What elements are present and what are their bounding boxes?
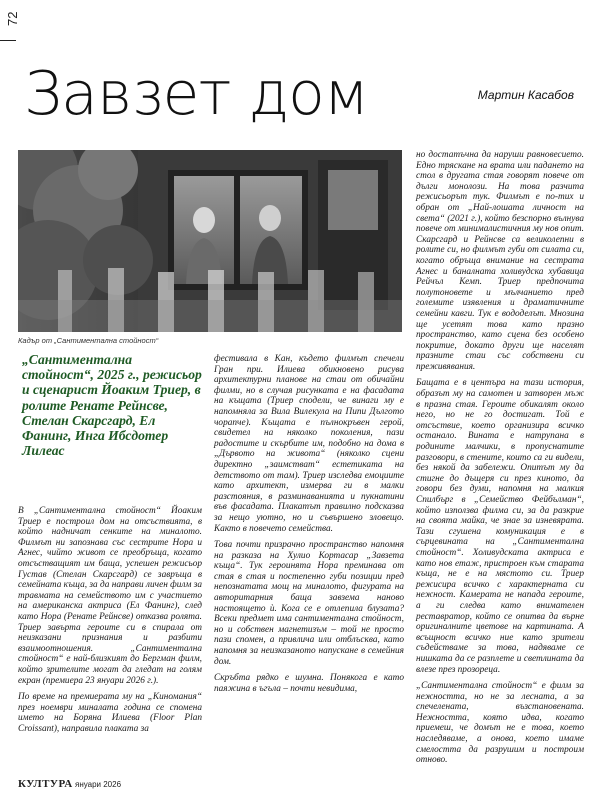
article-author: Мартин Касабов: [477, 88, 574, 102]
paragraph: Бащата е в центъра на тази история, образът му на самотен и затворен мъж в празна стая. Героите обикалят около него, но не го достигат. Той е отсъствие, което организира всичко останало. Вината е натрупана в родините малчики, в пропуснатите разговори, в стените, които са ги видели, без някой да забележи. Опитът му да стигне до дъщеря си през киното, да говори без думи, напомня на малкия Спилбърг в „Семейство Фейбълман“, който използва филма си, за да разкрие на своята майка, че знае за изневярата. Тази сгушена комуникация е в сърцевината на „Сантиментална стойност“. Холивудската актриса е като нов етаж, пристроен към старата къща, не е на мястото си. Триер режисира всичко с характерната си нежност. Камерата не напада героите, а ги следва като внимателен реставратор, който се опитва да върне оригиналните цветове на картината. А всъщност всичко ние като зрители съдействаме за това, надяваме се нишката да се разплете и светлината да влезе през прозореца.: [416, 378, 584, 675]
paragraph: но достатъчна да наруши равновесието. Едно тряскане на врата или падането на стол в другата стая говорят повече от дълги монолози. На това разчита режисьорът тук. Филмът е по-тих и обран от „Най-лошата личност на света“ (2021 г.), който безспорно вълнува повече от минималистичния му нов опит. Скарсгард и Рейнсве са великолепни в ролите си, но филмът губи от силата си, когато обръща внимание на сестрата Агнес и баналната холивудска хубавица Рейчъл Кемп. Триер предпочита полутоновете и мълчанието пред големите изявления и драматичните семейни кавги. Тук е вододелът. Мнозина ще усетят това като празно пространство, като сцена без особено покритие, докато други ще населят празните стаи със собствени си преживявания.: [416, 150, 584, 372]
photo-caption: Кадър от „Сантиментална стойност“: [18, 336, 159, 345]
page-footer: [18, 778, 121, 790]
film-still-illustration: [18, 150, 402, 332]
paragraph: фестивала в Кан, където филмът спечели Гран при. Илиева обикновено рисува архитектурни планове на стаи от обичайни филми, но в случая рисунката е на фасадата на къщата (Триер сподели, че винаги му е напомняла за Вила Вилекула на Пипи Дългото чорапче). Къщата е пълнокръвен герой, свидетел на няколко поколения, пази радостите и скърбите им, подобно на дома в „Дървото на живота“ (няколко сцени директно „заимстват“ естетиката на детството от там). Триер изследва емоциите като архитект, измерва ги в малки разстояния, в разминаванията и пукнатини във фасадата. Плакатът правилно подсказва за нещо уютно, но и съвършено зловещо. Както в повечето семейства.: [214, 354, 404, 534]
issue-date: януари 2026: [74, 780, 122, 789]
text-column-1: [18, 506, 202, 740]
magazine-name: КУЛТУРА: [18, 778, 73, 790]
paragraph: Скръбта рядко е шумна. Понякога е като паяжина в ъгъла – почти невидима,: [214, 673, 404, 694]
film-still-photo: [18, 150, 402, 332]
page-number-rule: [0, 40, 16, 41]
paragraph: „Сантиментална стойност“ е филм за нежността, но не за лесната, а за спечелената, възстановената. Нежността, която идва, когато приемеш, че домът не е това, което наследяваме, а онова, което имаме смелостта да разрушим и построим отново.: [416, 681, 584, 766]
article-lede: „Сантиментална стойност“, 2025 г., режисьор и сценарист Йоаким Триер, в ролите Ренате Рейнсве, Стелан Скарсгард, Ел Фанинг, Инга Ибсдотер Лилеас: [22, 352, 202, 459]
paragraph: По време на премиерата му на „Киномания“ през ноември миналата година се спомена името на Боряна Илиева (Floor Plan Croissant), направила плаката за: [18, 692, 202, 734]
text-column-2: [214, 354, 404, 700]
paragraph: Това почти призрачно пространство напомня на разказа на Хулио Кортасар „Завзета къща“. Тук героинята Нора преминава от стая в стая и постепенно губи позиции пред непознатата мощ на миналото, фигурата на авторитарния баща завзема наново настоящето ѝ. Кога се е отлепила блузата? Всеки предмет има сантиментална стойност, но и собствен магнетизъм – той не просто пази спомен, а привлича или отблъсква, като напомня за неизказаното напускане в семейния дом.: [214, 540, 404, 667]
paragraph: В „Сантиментална стойност“ Йоаким Триер е построил дом на отсъствията, в който надничат сенките на миналото. Филмът ни запознава със сестрите Нора и Агнес, чийто живот се преобръща, когато отсъстващият им баща, успешен режисьор Густав (Стелан Скарсгард) се завръща в семейната къща, за да направи личен филм за травмата на семейството им с участието на американска актриса (Ел Фанинг), след като Нора (Ренате Рейнсве) отказва ролята. Триер завърта героите си в спирала от неизказани признания и разбити взаимоотношения. „Сантиментална стойност“ е най-близкият до Бергман филм, който зрителите могат да гледат на голям екран (премиера 23 януари 2026 г.).: [18, 506, 202, 686]
article-title: Завзет дом: [24, 59, 369, 129]
page-number: 72: [5, 11, 20, 26]
text-column-3: [416, 150, 584, 772]
